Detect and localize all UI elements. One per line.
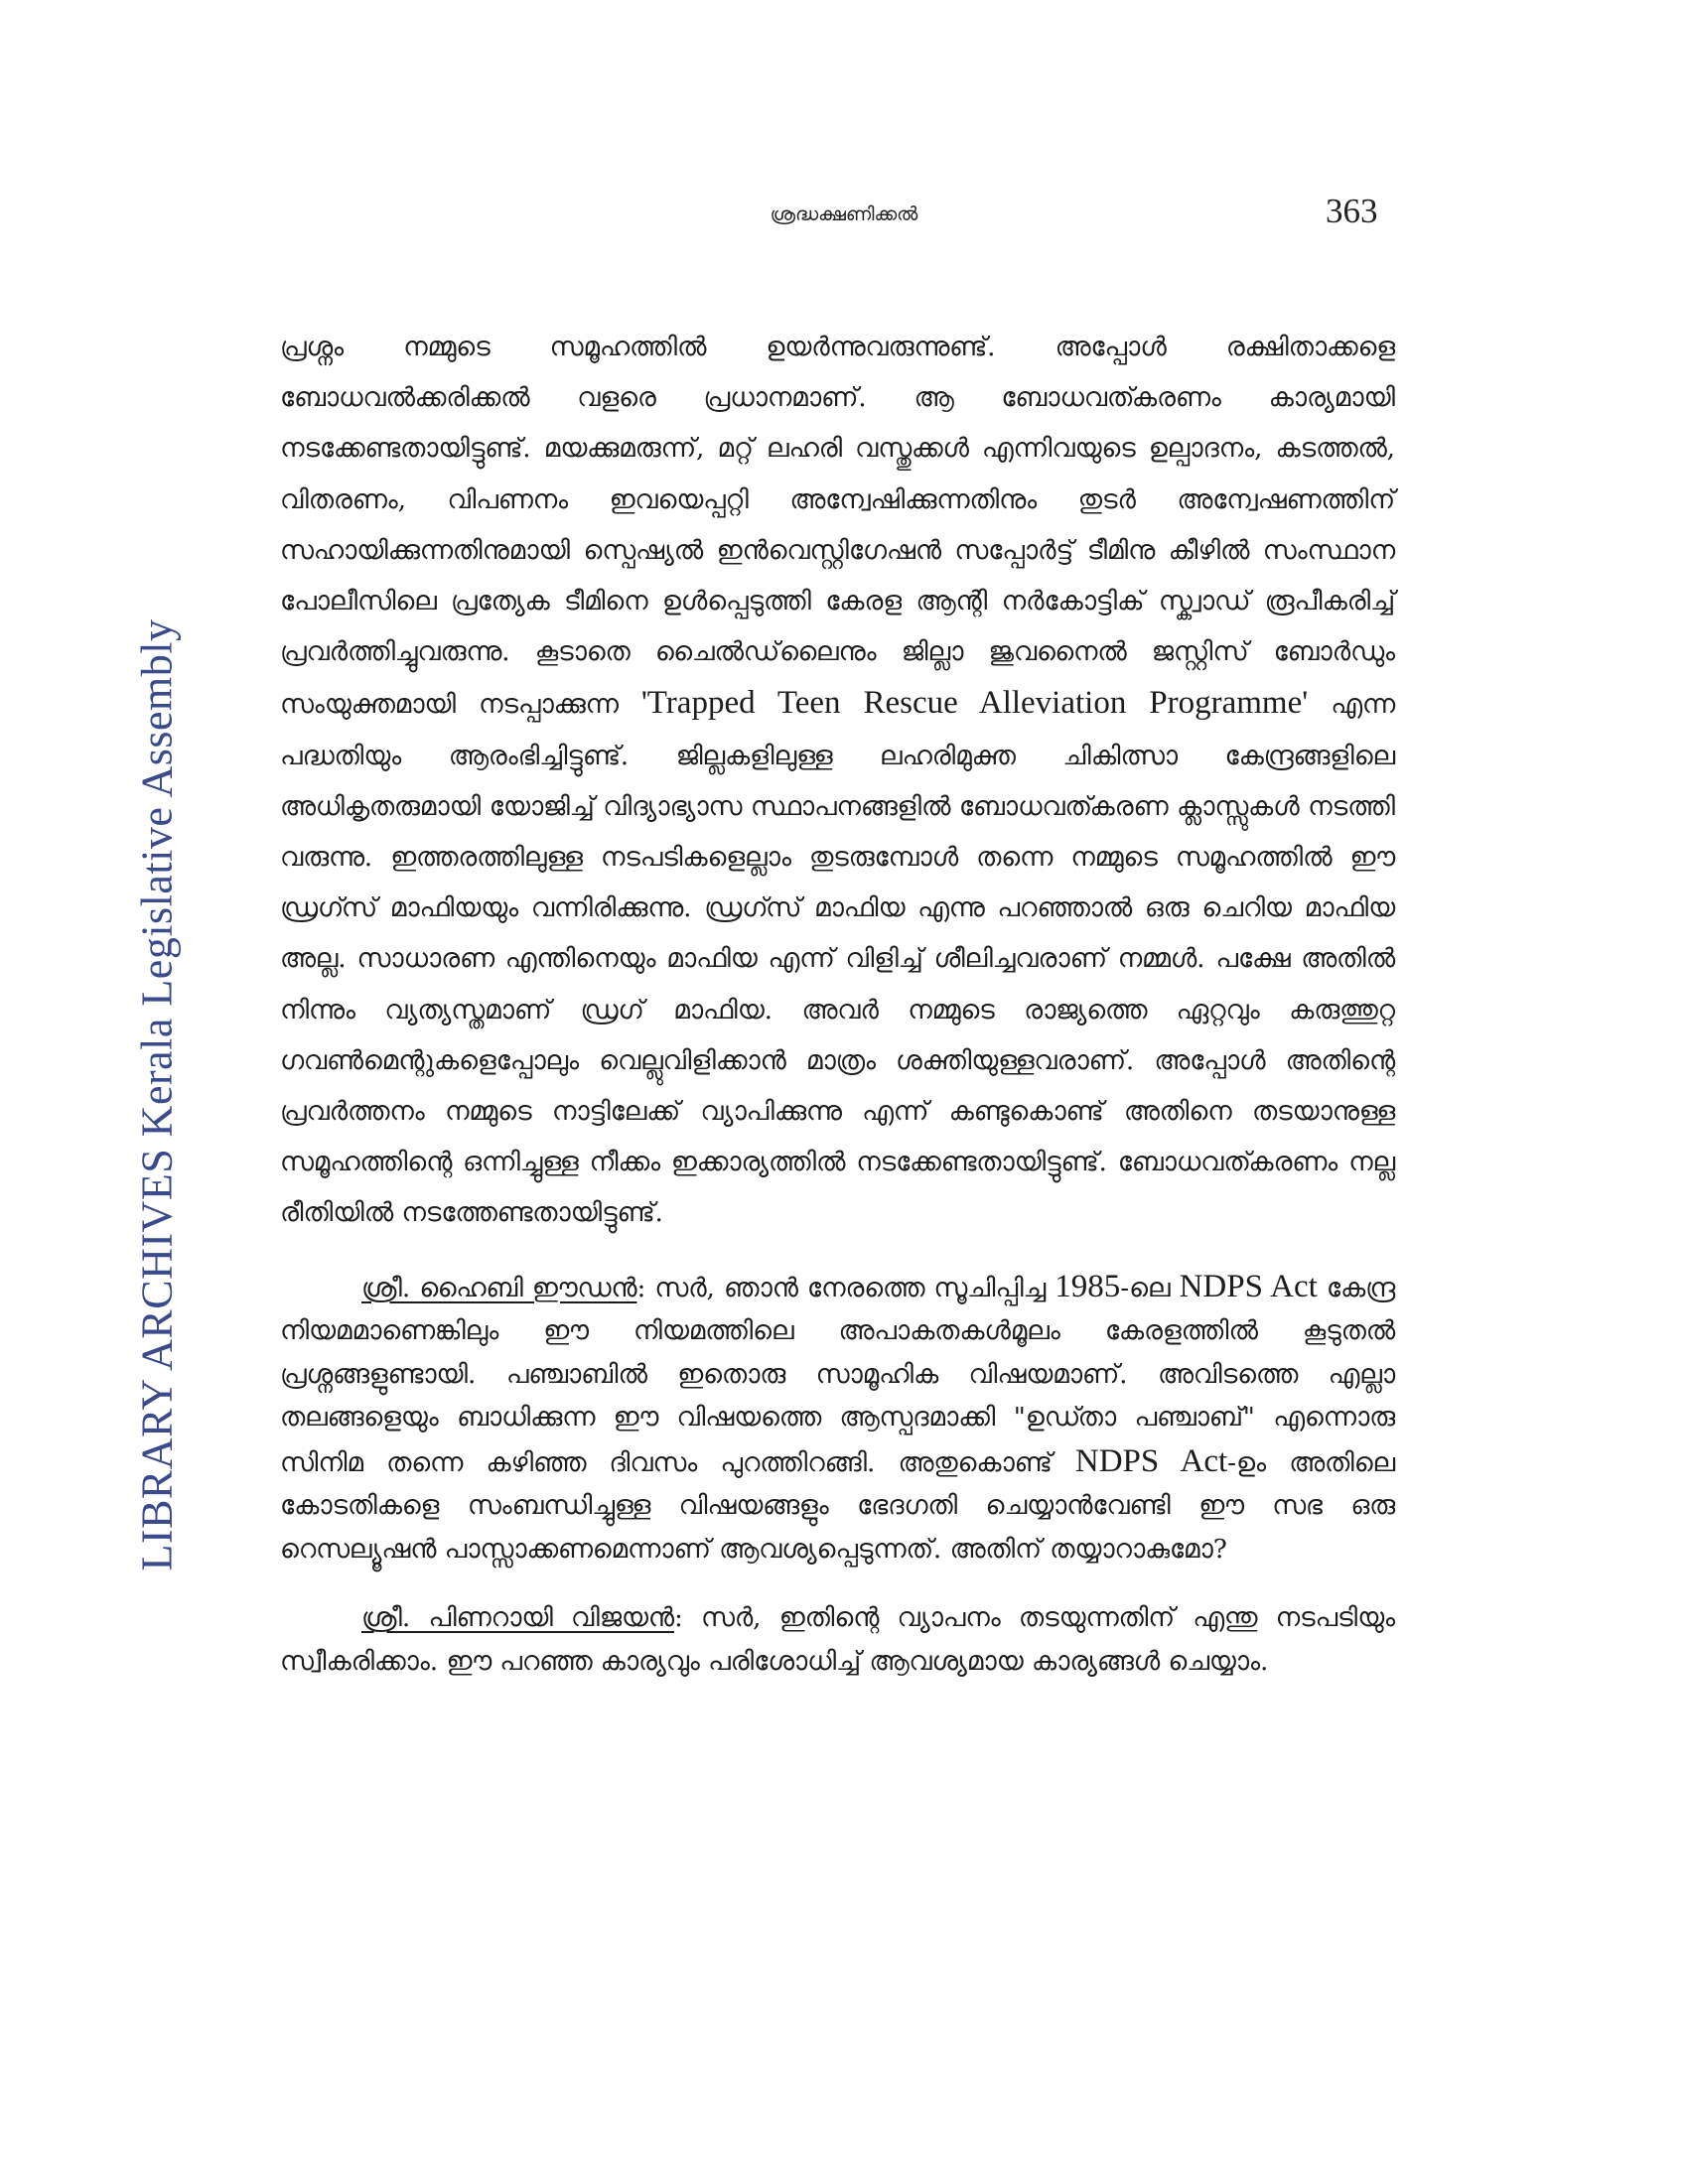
text-run: -ഉം അതിലെ കോടതികളെ സംബന്ധിച്ചുള്ള വിഷയങ്ങളും ഭേദഗതി ചെയ്യാൻവേണ്ടി ഈ സഭ ഒരു റെസല്യൂഷൻ പാസ്സാക്കണമെന്നാണ് ആവശ്യപ്പെടുന്നത്. അതിന് തയ്യാറാകുമോ?: [280, 1447, 1395, 1565]
archive-watermark: LIBRARY ARCHIVES Kerala Legislative Assembly: [132, 618, 182, 1571]
body-text: [280, 323, 1395, 1684]
speech-hibi-eden: [280, 1266, 1395, 1572]
text-run: -ലെ: [1120, 1273, 1180, 1303]
text-run: എന്ന പദ്ധതിയും ആരംഭിച്ചിട്ടുണ്ട്. ജില്ലകളിലുള്ള ലഹരിമുക്ത ചികിത്സാ കേന്ദ്രങ്ങളിലെ അധികൃതരുമായി യോജിച്ച് വിദ്യാഭ്യാസ സ്ഥാപനങ്ങളിൽ ബോധവത്കരണ ക്ലാസ്സുകൾ നടത്തി വരുന്നു. ഇത്തരത്തിലുള്ള നടപടികളെല്ലാം തുടരുമ്പോൾ തന്നെ നമ്മുടെ സമൂഹത്തിൽ ഈ ഡ്രഗ്സ് മാഫിയയും വന്നിരിക്കുന്നു. ഡ്രഗ്സ് മാഫിയ എന്നു പറഞ്ഞാൽ ഒരു ചെറിയ മാഫിയ അല്ല. സാധാരണ എന്തിനെയും മാഫിയ എന്ന് വിളിച്ച് ശീലിച്ചവരാണ് നമ്മൾ. പക്ഷേ അതിൽ നിന്നും വ്യത്യസ്തമാണ് ഡ്രഗ് മാഫിയ. അവർ നമ്മുടെ രാജ്യത്തെ ഏറ്റവും കരുത്തുറ്റ ഗവൺമെന്റുകളെപ്പോലും വെല്ലുവിളിക്കാൻ മാത്രം ശക്തിയുള്ളവരാണ്. അപ്പോൾ അതിന്റെ പ്രവർത്തനം നമ്മുടെ നാട്ടിലേക്ക് വ്യാപിക്കുന്നു എന്ന് കണ്ടുകൊണ്ട് അതിനെ തടയാനുള്ള സമൂഹത്തിന്റെ ഒന്നിച്ചുള്ള നീക്കം ഇക്കാര്യത്തിൽ നടക്കേണ്ടതായിട്ടുണ്ട്. ബോധവത്കരണം നല്ല രീതിയിൽ നടത്തേണ്ടതായിട്ടുണ്ട്.: [280, 690, 1395, 1229]
paragraph-continued: [280, 323, 1395, 1240]
text-run: : സർ, ഞാൻ നേരത്തെ സൂചിപ്പിച്ച: [636, 1273, 1055, 1303]
text-run: പ്രശ്നം നമ്മുടെ സമൂഹത്തിൽ ഉയർന്നുവരുന്നുണ്ട്. അപ്പോൾ രക്ഷിതാക്കളെ ബോധവൽക്കരിക്കൽ വളരെ പ്രധാനമാണ്. ആ ബോധവത്കരണം കാര്യമായി നടക്കേണ്ടതായിട്ടുണ്ട്. മയക്കുമരുന്ന്, മറ്റ് ലഹരി വസ്തുക്കൾ എന്നിവയുടെ ഉല്പാദനം, കടത്തൽ, വിതരണം, വിപണനം ഇവയെപ്പറ്റി അന്വേഷിക്കുന്നതിനും തുടർ അന്വേഷണത്തിന് സഹായിക്കുന്നതിനുമായി സ്പെഷ്യൽ ഇൻവെസ്റ്റിഗേഷൻ സപ്പോർട്ട് ടീമിനു കീഴിൽ സംസ്ഥാന പോലീസിലെ പ്രത്യേക ടീമിനെ ഉൾപ്പെടുത്തി കേരള ആന്റി നർകോട്ടിക് സ്ക്വാഡ് രൂപീകരിച്ച് പ്രവർത്തിച്ചുവരുന്നു. കൂടാതെ ചൈൽഡ്‌ലൈനും ജില്ലാ ജുവനൈൽ ജസ്റ്റിസ് ബോർഡും സംയുക്തമായി നടപ്പാക്കുന്ന: [280, 333, 1395, 721]
programme-name: 'Trapped Teen Rescue Alleviation Programme': [640, 685, 1309, 722]
english-run: NDPS Act: [1074, 1442, 1228, 1479]
english-run: 1985: [1055, 1268, 1121, 1304]
running-title: ശ്രദ്ധക്ഷണിക്കൽ: [770, 204, 918, 225]
text-run: : സർ, ഇതിന്റെ വ്യാപനം തടയുന്നതിന് എന്തു നടപടിയും സ്വീകരിക്കാം. ഈ പറഞ്ഞ കാര്യവും പരിശോധിച്ച് ആവശ്യമായ കാര്യങ്ങൾ ചെയ്യാം.: [280, 1603, 1395, 1677]
speaker-name: ശ്രീ. ഹൈബി ഈഡൻ: [361, 1273, 637, 1303]
speech-pinarayi-vijayan: [280, 1597, 1395, 1684]
page-number: 363: [1326, 192, 1378, 230]
speaker-name: ശ്രീ. പിണറായി വിജയൻ: [361, 1603, 674, 1634]
text-run: കേന്ദ്ര നിയമമാണെങ്കിലും ഈ നിയമത്തിലെ അപാകതകൾമൂലം കേരളത്തിൽ കൂടുതൽ പ്രശ്നങ്ങളുണ്ടായി. പഞ്ചാബിൽ ഇതൊരു സാമൂഹിക വിഷയമാണ്. അവിടത്തെ എല്ലാ തലങ്ങളെയും ബാധിക്കുന്ന ഈ വിഷയത്തെ ആസ്പദമാക്കി "ഉഡ്താ പഞ്ചാബ്" എന്നൊരു സിനിമ തന്നെ കഴിഞ്ഞ ദിവസം പുറത്തിറങ്ങി. അതുകൊണ്ട്: [280, 1273, 1395, 1478]
english-run: NDPS Act: [1179, 1268, 1318, 1304]
